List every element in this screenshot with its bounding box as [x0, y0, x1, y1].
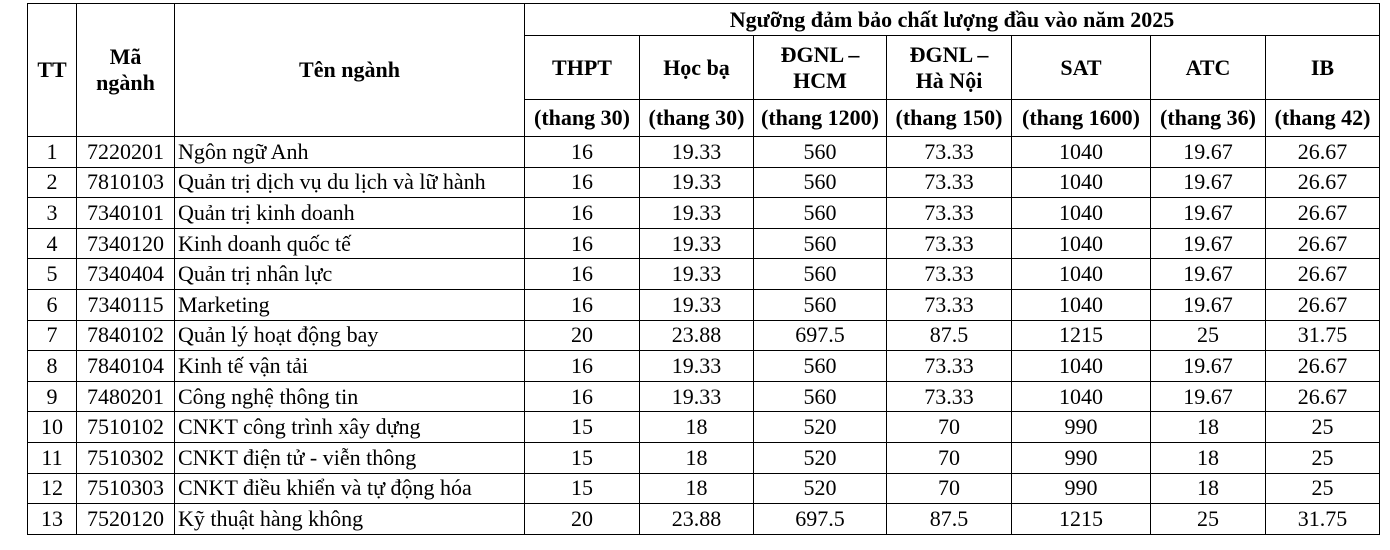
cell-value: 19.33 [640, 289, 754, 320]
header-col-scale: (thang 1200) [754, 100, 887, 137]
cell-value: 25 [1266, 473, 1380, 504]
cell-tt: 12 [28, 473, 77, 504]
cell-value: 990 [1012, 473, 1151, 504]
table-row [28, 442, 1380, 473]
cell-value: 18 [640, 473, 754, 504]
cell-value: 19.67 [1151, 381, 1266, 412]
cell-code: 7840102 [77, 320, 175, 351]
cell-value: 18 [1151, 412, 1266, 443]
cell-name: Quản trị dịch vụ du lịch và lữ hành [175, 167, 525, 198]
cell-value: 1040 [1012, 167, 1151, 198]
header-code-line1: Mã [109, 44, 142, 69]
header-col-scale: (thang 30) [640, 100, 754, 137]
cell-tt: 5 [28, 259, 77, 290]
cell-value: 73.33 [887, 351, 1012, 382]
cell-value: 70 [887, 442, 1012, 473]
cell-name: Kinh tế vận tải [175, 351, 525, 382]
cell-value: 73.33 [887, 259, 1012, 290]
table-row [28, 289, 1380, 320]
cell-code: 7510303 [77, 473, 175, 504]
cell-value: 697.5 [754, 504, 887, 535]
cell-value: 19.67 [1151, 137, 1266, 168]
cell-value: 560 [754, 351, 887, 382]
cell-code: 7340101 [77, 198, 175, 229]
cell-value: 16 [525, 228, 640, 259]
cell-value: 26.67 [1266, 351, 1380, 382]
cell-value: 560 [754, 228, 887, 259]
header-col-3 [887, 36, 1012, 100]
cell-value: 520 [754, 442, 887, 473]
header-col-label-2: HCM [793, 67, 847, 93]
cell-tt: 2 [28, 167, 77, 198]
cell-value: 18 [640, 412, 754, 443]
cell-value: 1040 [1012, 198, 1151, 229]
header-col-scale: (thang 36) [1151, 100, 1266, 137]
cell-value: 1040 [1012, 351, 1151, 382]
cell-value: 16 [525, 259, 640, 290]
cell-value: 73.33 [887, 198, 1012, 229]
cell-value: 19.33 [640, 351, 754, 382]
cell-value: 26.67 [1266, 289, 1380, 320]
header-col-label: THPT [552, 54, 612, 80]
cell-value: 26.67 [1266, 381, 1380, 412]
cell-value: 25 [1266, 442, 1380, 473]
table-row [28, 167, 1380, 198]
cell-value: 73.33 [887, 381, 1012, 412]
cell-name: CNKT điện tử - viễn thông [175, 442, 525, 473]
cell-code: 7340120 [77, 228, 175, 259]
table-row [28, 412, 1380, 443]
cell-value: 15 [525, 442, 640, 473]
cell-tt: 8 [28, 351, 77, 382]
cell-value: 15 [525, 412, 640, 443]
cell-tt: 4 [28, 228, 77, 259]
cell-value: 73.33 [887, 167, 1012, 198]
cell-value: 1215 [1012, 504, 1151, 535]
cell-value: 23.88 [640, 504, 754, 535]
cell-value: 560 [754, 289, 887, 320]
admission-threshold-table [27, 3, 1380, 535]
cell-value: 16 [525, 381, 640, 412]
cell-tt: 6 [28, 289, 77, 320]
cell-value: 16 [525, 167, 640, 198]
header-col-4 [1012, 36, 1151, 100]
cell-value: 73.33 [887, 137, 1012, 168]
cell-value: 16 [525, 351, 640, 382]
cell-name: Ngôn ngữ Anh [175, 137, 525, 168]
cell-value: 18 [1151, 442, 1266, 473]
header-col-label: ATC [1185, 54, 1231, 80]
table-row [28, 473, 1380, 504]
cell-value: 1040 [1012, 259, 1151, 290]
cell-value: 19.33 [640, 381, 754, 412]
cell-code: 7340404 [77, 259, 175, 290]
header-col-scale: (thang 150) [887, 100, 1012, 137]
cell-value: 73.33 [887, 289, 1012, 320]
cell-value: 70 [887, 473, 1012, 504]
cell-value: 73.33 [887, 228, 1012, 259]
cell-value: 20 [525, 504, 640, 535]
cell-value: 19.33 [640, 198, 754, 229]
cell-tt: 3 [28, 198, 77, 229]
cell-name: Quản trị kinh doanh [175, 198, 525, 229]
cell-value: 19.33 [640, 137, 754, 168]
cell-value: 1040 [1012, 137, 1151, 168]
cell-value: 19.67 [1151, 289, 1266, 320]
header-col-label: IB [1310, 54, 1335, 80]
cell-value: 18 [1151, 473, 1266, 504]
cell-name: CNKT điều khiển và tự động hóa [175, 473, 525, 504]
cell-value: 20 [525, 320, 640, 351]
cell-value: 990 [1012, 442, 1151, 473]
cell-value: 990 [1012, 412, 1151, 443]
cell-value: 1215 [1012, 320, 1151, 351]
cell-value: 1040 [1012, 381, 1151, 412]
cell-name: Kinh doanh quốc tế [175, 228, 525, 259]
cell-value: 19.33 [640, 228, 754, 259]
cell-tt: 10 [28, 412, 77, 443]
cell-value: 16 [525, 198, 640, 229]
cell-value: 560 [754, 167, 887, 198]
cell-value: 18 [640, 442, 754, 473]
cell-value: 1040 [1012, 289, 1151, 320]
cell-code: 7810103 [77, 167, 175, 198]
cell-value: 87.5 [887, 504, 1012, 535]
cell-value: 560 [754, 381, 887, 412]
header-col-scale: (thang 30) [525, 100, 640, 137]
cell-value: 19.67 [1151, 198, 1266, 229]
header-col-label: Học bạ [663, 54, 730, 80]
cell-value: 26.67 [1266, 259, 1380, 290]
cell-name: Quản lý hoạt động bay [175, 320, 525, 351]
cell-code: 7510302 [77, 442, 175, 473]
cell-value: 16 [525, 137, 640, 168]
cell-tt: 11 [28, 442, 77, 473]
cell-value: 520 [754, 412, 887, 443]
header-col-scale: (thang 42) [1266, 100, 1380, 137]
cell-value: 26.67 [1266, 198, 1380, 229]
cell-value: 560 [754, 259, 887, 290]
table-row [28, 504, 1380, 535]
cell-value: 19.33 [640, 167, 754, 198]
cell-value: 16 [525, 289, 640, 320]
cell-code: 7340115 [77, 289, 175, 320]
cell-code: 7840104 [77, 351, 175, 382]
cell-name: Marketing [175, 289, 525, 320]
cell-value: 19.67 [1151, 228, 1266, 259]
cell-value: 520 [754, 473, 887, 504]
cell-value: 26.67 [1266, 137, 1380, 168]
table-row [28, 351, 1380, 382]
cell-value: 31.75 [1266, 504, 1380, 535]
cell-name: Công nghệ thông tin [175, 381, 525, 412]
header-tt: TT [28, 4, 77, 137]
cell-name: CNKT công trình xây dựng [175, 412, 525, 443]
header-col-label-2: Hà Nội [915, 67, 983, 93]
header-col-2 [754, 36, 887, 100]
cell-value: 23.88 [640, 320, 754, 351]
header-col-scale: (thang 1600) [1012, 100, 1151, 137]
table-row [28, 259, 1380, 290]
header-name: Tên ngành [175, 4, 525, 137]
table-row [28, 137, 1380, 168]
cell-value: 19.33 [640, 259, 754, 290]
cell-code: 7220201 [77, 137, 175, 168]
cell-code: 7510102 [77, 412, 175, 443]
cell-name: Kỹ thuật hàng không [175, 504, 525, 535]
cell-code: 7520120 [77, 504, 175, 535]
header-col-1 [640, 36, 754, 100]
cell-name: Quản trị nhân lực [175, 259, 525, 290]
header-col-label: SAT [1060, 54, 1102, 80]
header-code [77, 4, 175, 137]
cell-value: 25 [1266, 412, 1380, 443]
header-col-label: ĐGNL – [780, 41, 860, 67]
header-col-label: ĐGNL – [909, 41, 989, 67]
cell-code: 7480201 [77, 381, 175, 412]
cell-value: 25 [1151, 320, 1266, 351]
table-row [28, 198, 1380, 229]
cell-value: 26.67 [1266, 228, 1380, 259]
cell-value: 26.67 [1266, 167, 1380, 198]
cell-value: 560 [754, 198, 887, 229]
cell-value: 560 [754, 137, 887, 168]
header-col-0 [525, 36, 640, 100]
cell-tt: 7 [28, 320, 77, 351]
cell-value: 1040 [1012, 228, 1151, 259]
cell-value: 19.67 [1151, 351, 1266, 382]
cell-value: 31.75 [1266, 320, 1380, 351]
header-col-6 [1266, 36, 1380, 100]
table-row [28, 320, 1380, 351]
cell-value: 87.5 [887, 320, 1012, 351]
header-group: Ngưỡng đảm bảo chất lượng đầu vào năm 2025 [525, 4, 1380, 36]
cell-tt: 9 [28, 381, 77, 412]
cell-tt: 13 [28, 504, 77, 535]
table-row [28, 381, 1380, 412]
cell-value: 15 [525, 473, 640, 504]
table-row [28, 228, 1380, 259]
cell-value: 19.67 [1151, 167, 1266, 198]
cell-value: 25 [1151, 504, 1266, 535]
header-code-line2: ngành [96, 70, 155, 95]
header-col-5 [1151, 36, 1266, 100]
cell-value: 70 [887, 412, 1012, 443]
cell-value: 697.5 [754, 320, 887, 351]
cell-value: 19.67 [1151, 259, 1266, 290]
cell-tt: 1 [28, 137, 77, 168]
